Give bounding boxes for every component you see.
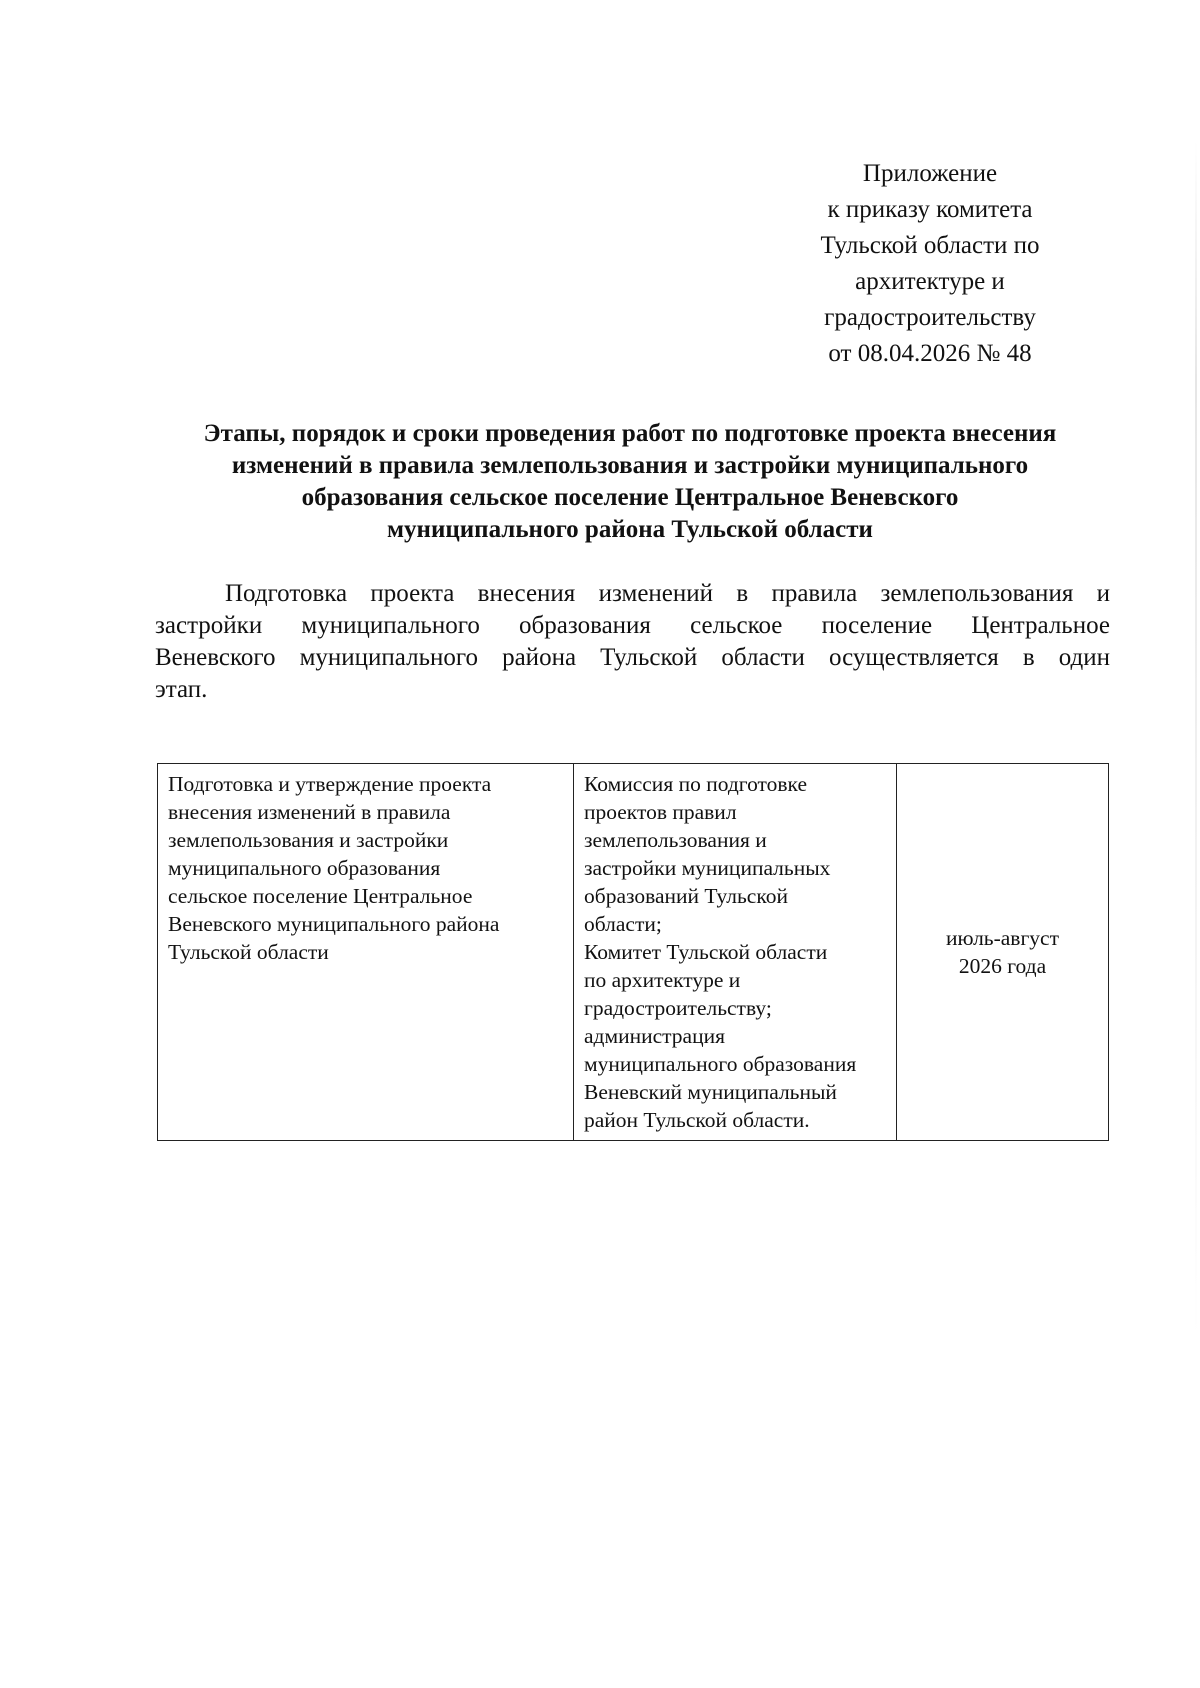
appendix-line: к приказу комитета xyxy=(827,196,1033,223)
title-line: изменений в правила землепользования и застройки муниципального xyxy=(231,452,1029,479)
responsible-line: области; xyxy=(584,912,662,936)
intro-line: застройки муниципального образования сельское поселение Центральное xyxy=(155,612,1110,639)
intro-paragraph xyxy=(155,578,1110,706)
term-line: 2026 года xyxy=(958,954,1047,978)
stage-line: землепользования и застройки xyxy=(168,828,449,852)
responsible-line: район Тульской области. xyxy=(584,1108,810,1132)
stage-cell xyxy=(158,764,574,1141)
stage-line: внесения изменений в правила xyxy=(168,800,451,824)
responsible-line: застройки муниципальных xyxy=(584,856,831,880)
stage-line: Веневского муниципального района xyxy=(168,912,500,936)
intro-line: этап. xyxy=(155,676,208,703)
title-line: образования сельское поселение Центральное Веневского xyxy=(301,484,959,511)
title-line: Этапы, порядок и сроки проведения работ по подготовке проекта внесения xyxy=(203,420,1057,447)
term-line: июль-август xyxy=(946,926,1059,950)
appendix-line: архитектуре и xyxy=(855,268,1005,295)
responsible-line: по архитектуре и xyxy=(584,968,741,992)
stages-table xyxy=(157,763,1109,1141)
document-title xyxy=(150,418,1110,546)
responsible-line: Веневский муниципальный xyxy=(584,1080,837,1104)
appendix-line: Приложение xyxy=(862,160,998,187)
stage-line: Подготовка и утверждение проекта xyxy=(168,772,492,796)
responsible-line: Комитет Тульской области xyxy=(584,940,828,964)
stage-line: Тульской области xyxy=(168,940,329,964)
responsible-line: образований Тульской xyxy=(584,884,788,908)
title-line: муниципального района Тульской области xyxy=(387,516,873,543)
responsible-line: градостроительству; xyxy=(584,996,772,1020)
table-row xyxy=(158,764,1109,1141)
appendix-line: градостроительству xyxy=(824,304,1036,331)
stage-line: сельское поселение Центральное xyxy=(168,884,473,908)
scan-edge-shadow xyxy=(1195,140,1197,1340)
appendix-block xyxy=(790,156,1070,372)
intro-line: Подготовка проекта внесения изменений в правила землепользования и xyxy=(225,580,1110,607)
responsible-line: землепользования и xyxy=(584,828,767,852)
intro-line: Веневского муниципального района Тульской области осуществляется в один xyxy=(155,644,1110,671)
stage-line: муниципального образования xyxy=(168,856,441,880)
responsible-line: проектов правил xyxy=(584,800,737,824)
responsible-line: муниципального образования xyxy=(584,1052,857,1076)
responsible-line: администрация xyxy=(584,1024,725,1048)
appendix-line: Тульской области по xyxy=(820,232,1040,259)
responsible-cell xyxy=(574,764,897,1141)
appendix-line: от 08.04.2026 № 48 xyxy=(828,340,1032,367)
term-cell xyxy=(897,764,1109,1141)
responsible-line: Комиссия по подготовке xyxy=(584,772,807,796)
